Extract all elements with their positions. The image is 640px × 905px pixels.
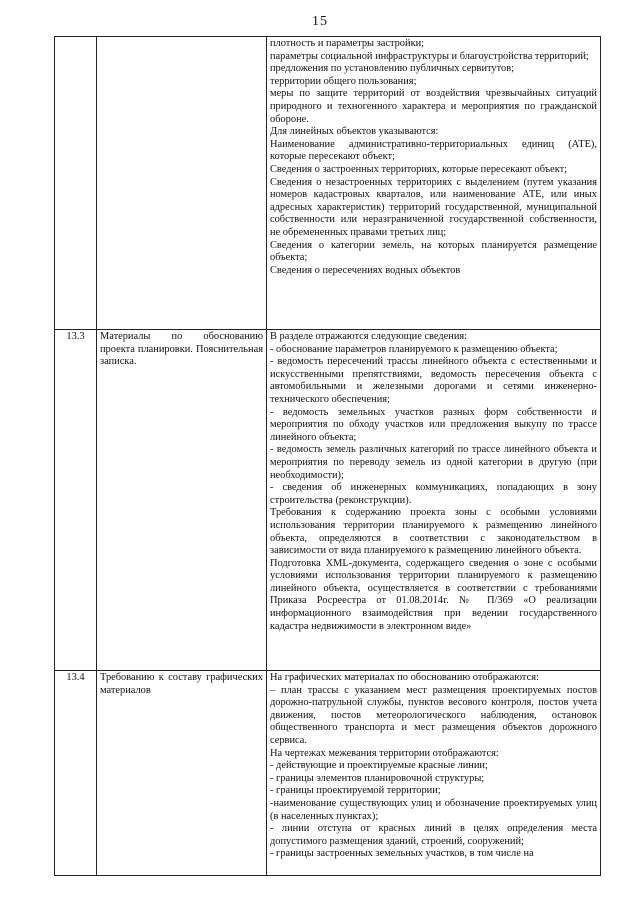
- table-row: [55, 671, 601, 876]
- row-content: [267, 37, 601, 330]
- row-title: [97, 37, 267, 330]
- row-content: [267, 330, 601, 671]
- content-line: - ведомость земель различных категорий по трассе линейного объекта и мероприятия по переводу земель из одной категории в другую (при необходимости);: [270, 444, 597, 481]
- row-title: Материалы по обоснованию проекта планировки. Пояснительная записка.: [97, 330, 267, 671]
- content-line: территории общего пользования;: [270, 75, 417, 87]
- content-line: Сведения о категории земель, на которых планируется размещение объекта;: [270, 239, 597, 264]
- row-content: [267, 671, 601, 876]
- content-line: предложения по установлению публичных сервитутов;: [270, 63, 514, 75]
- content-line: - действующие и проектируемые красные линии;: [270, 760, 488, 772]
- content-line: - сведения об инженерных коммуникациях, попадающих в зону строительства (реконструкции).: [270, 482, 597, 506]
- content-line: В разделе отражаются следующие сведения:: [270, 331, 468, 342]
- content-line: - ведомость земельных участков разных форм собственности и мероприятия по обходу участков или предложения выкупу по трассе линейного объекта;: [270, 406, 597, 443]
- content-line: - границы проектируемой территории;: [270, 785, 441, 797]
- row-title: Требованию к составу графических материалов: [97, 671, 267, 876]
- content-line: плотность и параметры застройки;: [270, 38, 425, 49]
- page-number: 15: [312, 14, 328, 29]
- table-row: [55, 330, 601, 671]
- content-line: Сведения о застроенных территориях, которые пересекают объект;: [270, 163, 568, 175]
- content-line: меры по защите территорий от воздействия чрезвычайных ситуаций природного и техногенного характера и мероприятия по гражданской обороне.: [270, 88, 597, 125]
- content-line: - границы элементов планировочной структуры;: [270, 772, 485, 784]
- content-line: Подготовка XML-документа, содержащего сведения о зоне с особыми условиями использования территории планируемого к размещению линейного объекта, осуществляется в соответствии с требованиями Приказа Росреестра от 01.08.2014г. № П/369 «О реализации информационного взаимодействия при ведении государственного кадастра недвижимости в электронном виде»: [270, 557, 597, 632]
- content-line: Сведения о пересечениях водных объектов: [270, 264, 461, 276]
- content-line: Сведения о незастроенных территориях с выделением (путем указания номеров кадастровых кварталов, или наименование АТЕ, или иных адресных характеристик) территорий государственной, муниципальной собственности или неразграниченной государственной собственности, не обремененных правами третьих лиц;: [270, 176, 597, 238]
- content-line: - границы застроенных земельных участков, в том числе на: [270, 848, 534, 860]
- content-line: Требования к содержанию проекта зоны с особыми условиями использования территории планируемого к размещению линейного объекта, определяются в соответствии с законодательством в зависимости от вида планируемого к размещению линейного объекта.: [270, 507, 597, 557]
- content-line: На графических материалах по обоснованию отображаются:: [270, 672, 539, 683]
- content-line: -наименование существующих улиц и обозначение проектируемых улиц (в населенных пунктах);: [270, 797, 597, 822]
- content-line: Для линейных объектов указываются:: [270, 126, 439, 138]
- row-number: [55, 37, 97, 330]
- content-line: - ведомость пересечений трассы линейного объекта с естественными и искусственными препятствиями, ведомость пересечения объекта с автомобильными и железными дорогами и сетями инженерно-технического обеспечения;: [270, 356, 597, 405]
- table-row: [55, 37, 601, 330]
- requirements-table: [54, 36, 601, 876]
- row-number: 13.3: [55, 330, 97, 671]
- content-line: параметры социальной инфраструктуры и благоустройства территорий;: [270, 50, 589, 62]
- content-line: - линии отступа от красных линий в целях определения места допустимого размещения зданий, строений, сооружений;: [270, 823, 597, 847]
- content-line: На чертежах межевания территории отображаются:: [270, 747, 499, 759]
- content-line: – план трассы с указанием мест размещения проектируемых постов дорожно-патрульной службы, пунктов весового контроля, постов учета движения, постов метеорологического наблюдения, остановок общественного транспорта и мест размещения объектов дорожного сервиса.: [270, 684, 597, 746]
- content-line: Наименование административно-территориальных единиц (АТЕ), которые пересекают объект;: [270, 138, 597, 163]
- content-line: - обоснование параметров планируемого к размещению объекта;: [270, 343, 558, 355]
- row-number: 13.4: [55, 671, 97, 876]
